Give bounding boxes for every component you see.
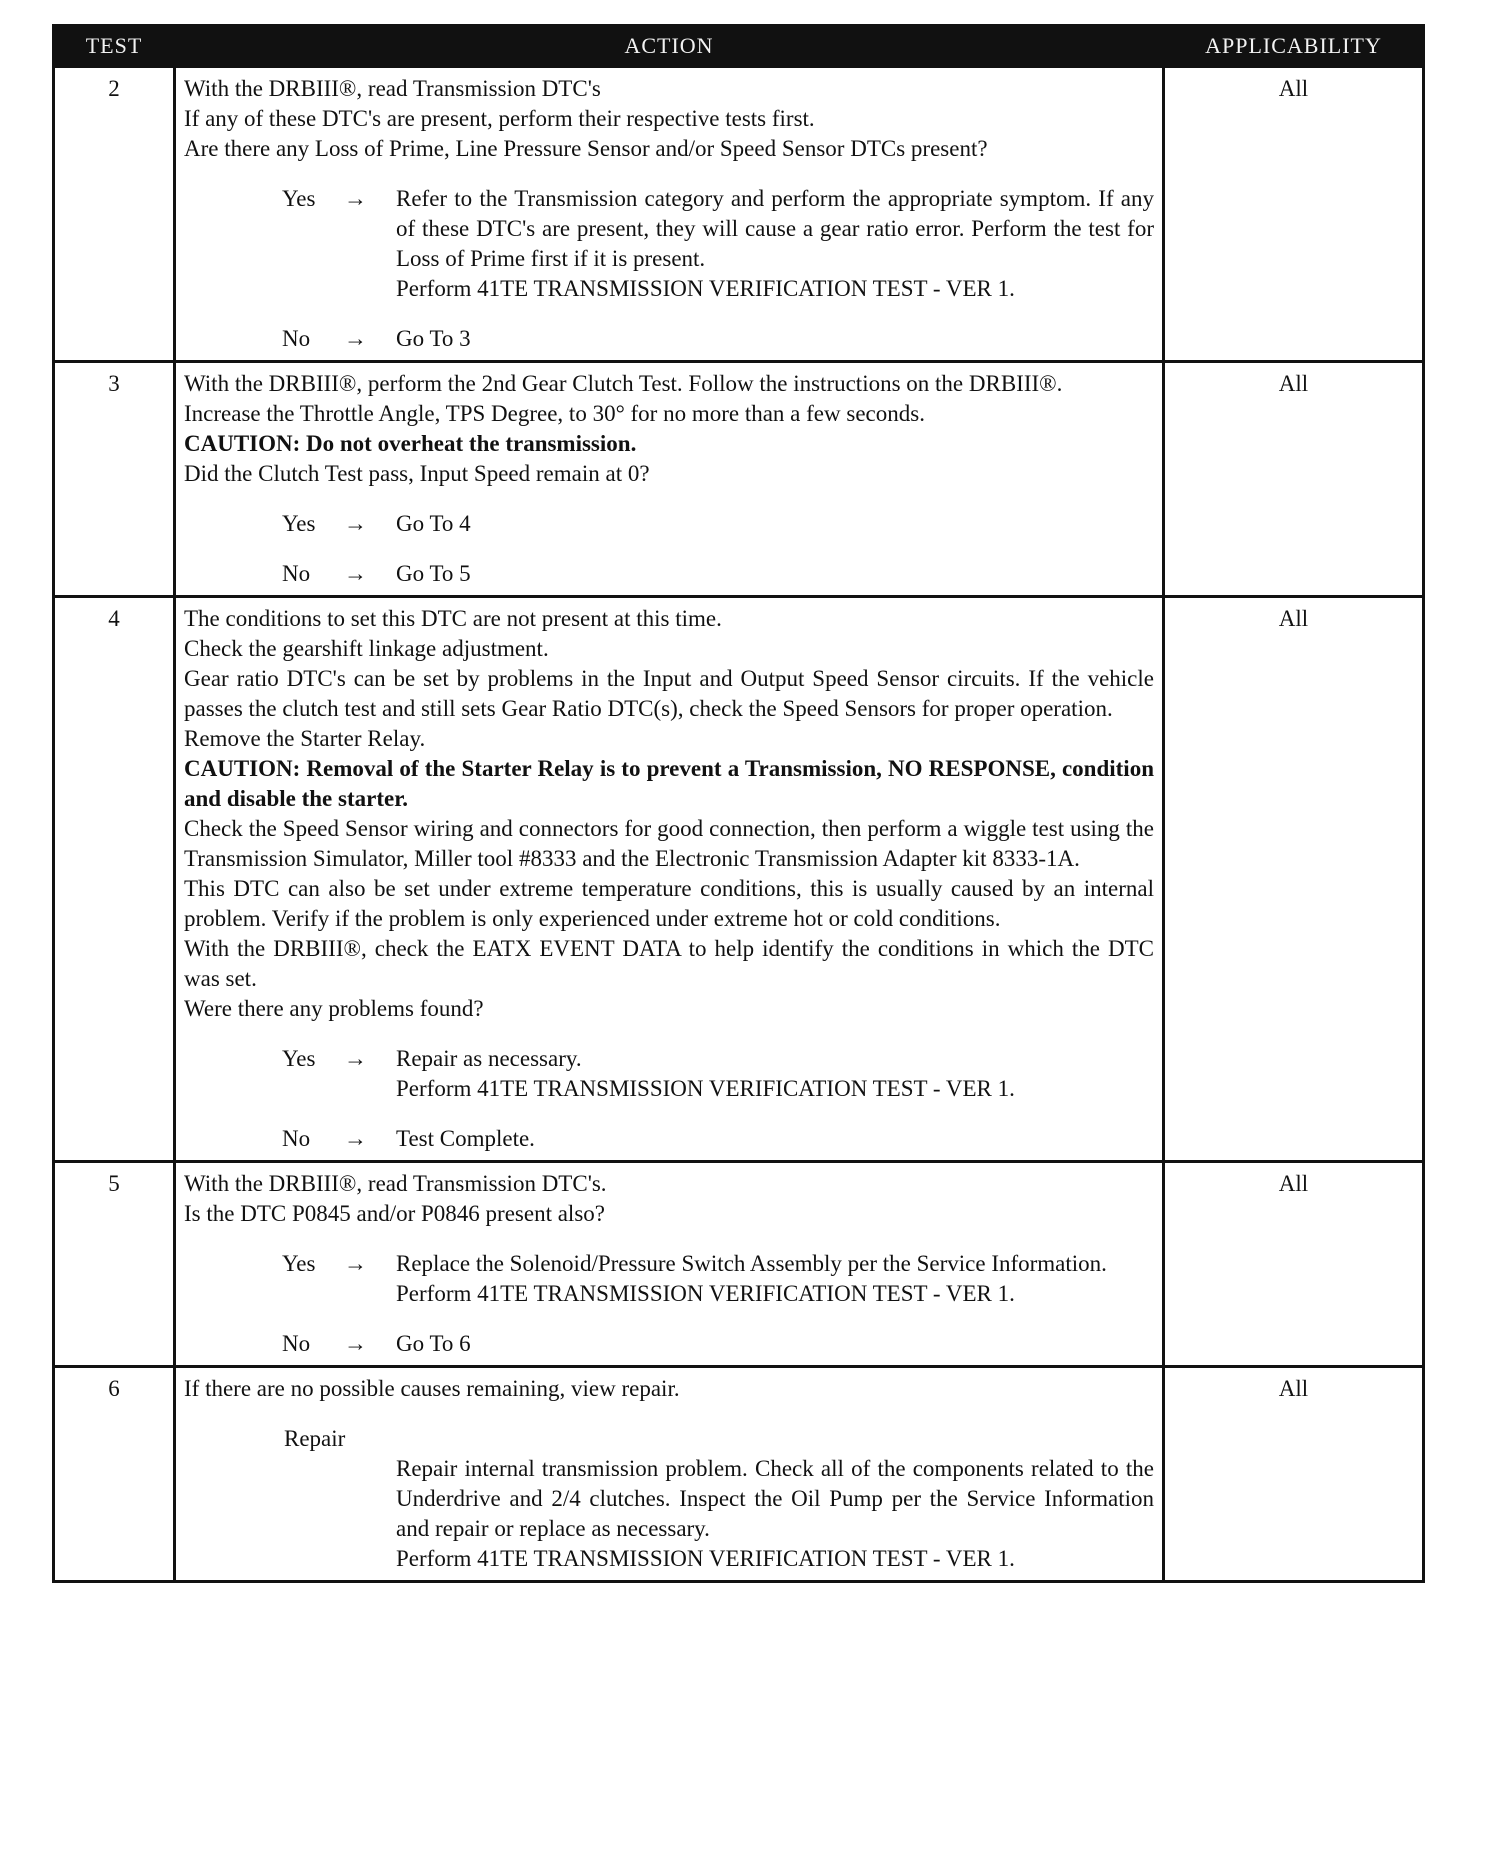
instruction-line: Are there any Loss of Prime, Line Pressure Sensor and/or Speed Sensor DTCs present? bbox=[184, 136, 988, 161]
branch-instruction: Go To 3 bbox=[396, 326, 471, 351]
test-number: 4 bbox=[54, 597, 175, 1162]
branch-instruction: Refer to the Transmission category and perform the appropriate symptom. If any of these DTC's are present, they will cause a gear ratio error. Perform the test for Loss of Prime first if it is present. bbox=[396, 186, 1154, 271]
instruction-line: Check the gearshift linkage adjustment. bbox=[184, 636, 549, 661]
branch-no bbox=[282, 1124, 1154, 1154]
instruction-line: Check the Speed Sensor wiring and connectors for good connection, then perform a wiggle test using the Transmission Simulator, Miller tool #8333 and the Electronic Transmission Adapter kit 8333-1A. bbox=[184, 816, 1154, 871]
branch-instruction: Go To 4 bbox=[396, 511, 471, 536]
verification-instruction: Perform 41TE TRANSMISSION VERIFICATION TEST - VER 1. bbox=[396, 1281, 1015, 1306]
table-row bbox=[54, 1367, 1424, 1582]
action-cell bbox=[175, 67, 1164, 362]
repair-text bbox=[396, 1454, 1154, 1574]
arrow-right-icon: → bbox=[344, 186, 367, 211]
table-row bbox=[54, 67, 1424, 362]
arrow-right-icon: → bbox=[344, 1251, 367, 1276]
branch-label: Yes bbox=[282, 1251, 316, 1276]
diagnostic-test-table bbox=[52, 24, 1425, 1583]
branch-instruction: Repair as necessary. bbox=[396, 1046, 582, 1071]
arrow-right-icon: → bbox=[344, 511, 367, 536]
caution-text: CAUTION: Removal of the Starter Relay is to prevent a Transmission, NO RESPONSE, condition and disable the starter. bbox=[184, 756, 1154, 811]
branch-text bbox=[396, 1044, 1154, 1104]
branch-yes bbox=[282, 184, 1154, 304]
instruction-line: Gear ratio DTC's can be set by problems in the Input and Output Speed Sensor circuits. If the vehicle passes the clutch test and still sets Gear Ratio DTC(s), check the Speed Sensors for proper operation. bbox=[184, 666, 1154, 721]
applicability-value: All bbox=[1164, 67, 1424, 362]
branch-instruction: Replace the Solenoid/Pressure Switch Assembly per the Service Information. bbox=[396, 1251, 1107, 1276]
instruction-line: Increase the Throttle Angle, TPS Degree, to 30° for no more than a few seconds. bbox=[184, 401, 925, 426]
header-test: TEST bbox=[54, 26, 175, 67]
instruction-line: With the DRBIII®, read Transmission DTC's bbox=[184, 76, 601, 101]
verification-instruction: Perform 41TE TRANSMISSION VERIFICATION TEST - VER 1. bbox=[396, 276, 1015, 301]
branch-label: Yes bbox=[282, 186, 316, 211]
action-cell bbox=[175, 1367, 1164, 1582]
header-applicability: APPLICABILITY bbox=[1164, 26, 1424, 67]
instruction-line: Remove the Starter Relay. bbox=[184, 726, 426, 751]
instruction-line: If there are no possible causes remaining, view repair. bbox=[184, 1376, 680, 1401]
branch-text bbox=[396, 559, 1154, 589]
repair-instruction: Repair internal transmission problem. Check all of the components related to the Underdrive and 2/4 clutches. Inspect the Oil Pump per the Service Information and repair or replace as necessary. bbox=[396, 1456, 1154, 1541]
instruction-line: Did the Clutch Test pass, Input Speed remain at 0? bbox=[184, 461, 650, 486]
instruction-line: The conditions to set this DTC are not present at this time. bbox=[184, 606, 722, 631]
branch-instruction: Test Complete. bbox=[396, 1126, 535, 1151]
applicability-value: All bbox=[1164, 1367, 1424, 1582]
test-number: 6 bbox=[54, 1367, 175, 1582]
test-number: 3 bbox=[54, 362, 175, 597]
instruction-line: With the DRBIII®, perform the 2nd Gear Clutch Test. Follow the instructions on the DRBIII®. bbox=[184, 371, 1063, 396]
branch-label: Yes bbox=[282, 1046, 316, 1071]
branch-instruction: Go To 6 bbox=[396, 1331, 471, 1356]
branch-label: No bbox=[282, 326, 311, 351]
branch-no bbox=[282, 1329, 1154, 1359]
repair-label: Repair bbox=[284, 1426, 346, 1451]
arrow-right-icon: → bbox=[344, 326, 367, 351]
arrow-right-icon: → bbox=[344, 1331, 367, 1356]
branch-yes bbox=[282, 1249, 1154, 1309]
action-cell bbox=[175, 597, 1164, 1162]
procedure-sheet bbox=[52, 24, 1422, 1583]
table-row bbox=[54, 1162, 1424, 1367]
instruction-line: With the DRBIII®, check the EATX EVENT DATA to help identify the conditions in which the DTC was set. bbox=[184, 936, 1154, 991]
branch-yes bbox=[282, 1044, 1154, 1104]
branch-text bbox=[396, 1329, 1154, 1359]
verification-instruction: Perform 41TE TRANSMISSION VERIFICATION TEST - VER 1. bbox=[396, 1076, 1015, 1101]
branch-text bbox=[396, 509, 1154, 539]
table-header-row bbox=[54, 26, 1424, 67]
branch-label: No bbox=[282, 1331, 311, 1356]
branch-text bbox=[396, 184, 1154, 304]
instruction-line: With the DRBIII®, read Transmission DTC's. bbox=[184, 1171, 607, 1196]
caution-text: CAUTION: Do not overheat the transmission. bbox=[184, 431, 637, 456]
applicability-value: All bbox=[1164, 1162, 1424, 1367]
instruction-line: Were there any problems found? bbox=[184, 996, 484, 1021]
arrow-right-icon: → bbox=[344, 1046, 367, 1071]
branch-no bbox=[282, 559, 1154, 589]
applicability-value: All bbox=[1164, 597, 1424, 1162]
action-cell bbox=[175, 1162, 1164, 1367]
branch-yes bbox=[282, 509, 1154, 539]
header-action: ACTION bbox=[175, 26, 1164, 67]
action-cell bbox=[175, 362, 1164, 597]
table-row bbox=[54, 362, 1424, 597]
verification-instruction: Perform 41TE TRANSMISSION VERIFICATION TEST - VER 1. bbox=[396, 1546, 1015, 1571]
applicability-value: All bbox=[1164, 362, 1424, 597]
arrow-right-icon: → bbox=[344, 561, 367, 586]
branch-text bbox=[396, 1249, 1154, 1309]
arrow-right-icon: → bbox=[344, 1126, 367, 1151]
test-number: 5 bbox=[54, 1162, 175, 1367]
branch-text bbox=[396, 1124, 1154, 1154]
branch-label: No bbox=[282, 561, 311, 586]
instruction-line: This DTC can also be set under extreme temperature conditions, this is usually caused by an internal problem. Verify if the problem is only experienced under extreme hot or cold conditions. bbox=[184, 876, 1154, 931]
instruction-line: Is the DTC P0845 and/or P0846 present also? bbox=[184, 1201, 605, 1226]
branch-no bbox=[282, 324, 1154, 354]
branch-label: Yes bbox=[282, 511, 316, 536]
branch-instruction: Go To 5 bbox=[396, 561, 471, 586]
test-number: 2 bbox=[54, 67, 175, 362]
table-body bbox=[54, 67, 1424, 1582]
branch-label: No bbox=[282, 1126, 311, 1151]
table-row bbox=[54, 597, 1424, 1162]
branch-text bbox=[396, 324, 1154, 354]
instruction-line: If any of these DTC's are present, perform their respective tests first. bbox=[184, 106, 815, 131]
